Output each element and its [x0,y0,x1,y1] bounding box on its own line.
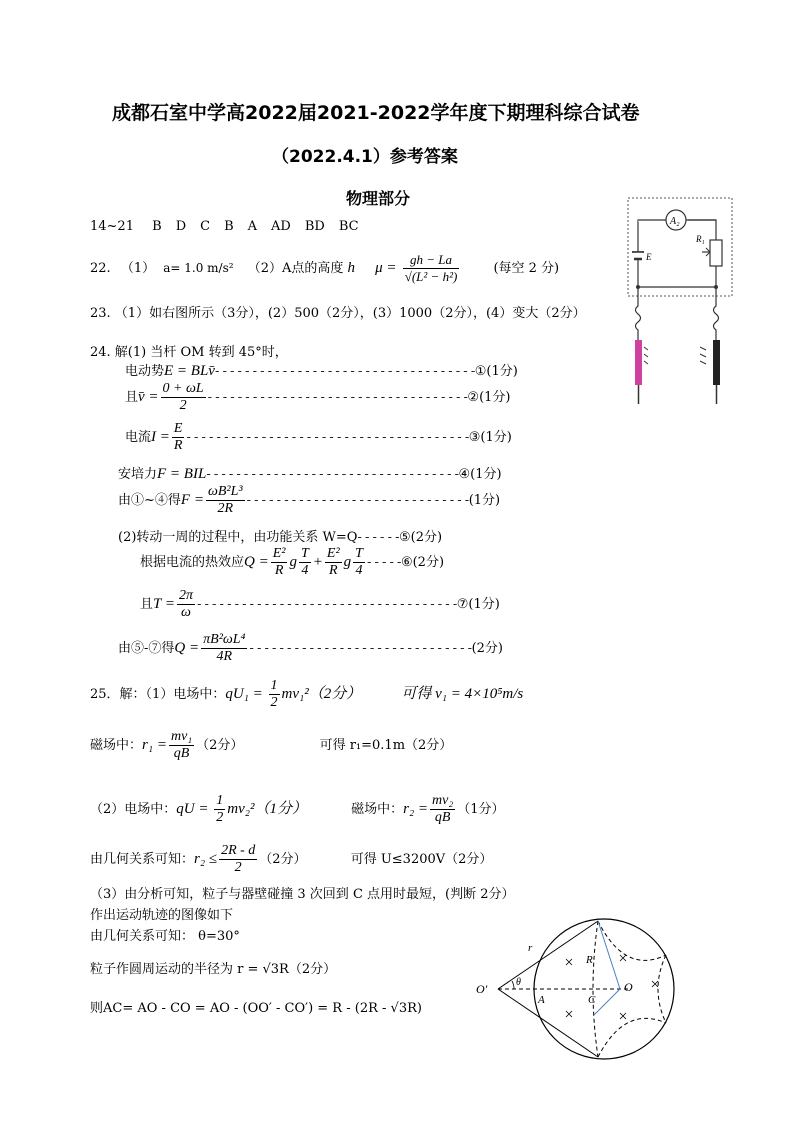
q25-l2-mark: （2分） [196,738,244,753]
q24-result2: 由⑤-⑦得Q = $\frac{\text{πB²ωL⁴}}{4R}$ - - - - - - - - - - - - - - - - - - - - - - - - - - - - - -(2分) [118,632,503,664]
q25-l3-half-den: 2 [216,810,224,825]
q22-mu-num: gh − La [403,252,460,269]
avg-label: 且 [125,390,139,405]
emf-formula: E = BLv̄ [164,363,215,379]
label-r: r [528,942,533,954]
result2-lhs: Q = [174,640,200,656]
period-mark: ⑦(1分) [456,597,500,612]
q25-l2-result: 可得 r₁=0.1m（2分） [319,738,453,753]
avg-mark: ②(1分) [467,390,511,405]
q25-line8: 粒子作圆周运动的半径为 r = √3R（2分） [90,962,337,977]
right-lead-wire [714,287,719,340]
heat-f1-num: E² [272,546,286,561]
heat-f2-num-2: T [355,546,363,561]
result1-num: ωB²L³ [207,484,243,499]
radius-blue-2 [594,989,620,1015]
q24-result1: 由①~④得F = $\frac{\text{ωB²L³}}{2R}$ - - - - - - - - - - - - - - - - - - - - - - - - - - - - - -(1分) [118,484,501,516]
q25-l3-formula: qU = [176,801,213,817]
period-label: 且 [140,597,154,612]
q25-line9: 则AC= AO - CO = AO - (OO′ - CO′) = R - (2R - √3R) [90,1001,422,1016]
label-C: C [588,994,596,1006]
q24-part2: (2)转动一周的过程中，由功能关系 W=Q- - - - - -⑤(2分) [118,530,443,545]
right-probe-icon [713,340,720,385]
mc-range: 14~21 [90,219,134,234]
q22-accel: a= 1.0 m/s² [163,261,234,275]
current-mark: ③(1分) [468,430,512,445]
result1-den: 2R [217,501,234,516]
q25-l4-result: 可得 U≤3200V（2分） [350,852,493,867]
q22-mu: μ = [375,260,397,276]
q25-l1-half-num: 1 [270,678,278,693]
q22-line [90,252,559,285]
left-probe-icon [635,340,642,385]
q22-part1-label: （1） [120,261,156,276]
q25-line6: 作出运动轨迹的图像如下 [90,908,234,923]
mc-answer-14: B [152,219,162,234]
mc-answer-17: B [224,219,234,234]
result2-den: 4R [216,649,233,664]
period-num: 2π [178,588,193,603]
q25-line5: （3）由分析可知，粒子与器壁碰撞 3 次回到 C 点用时最短，(判断 2分） [90,887,515,902]
current-den: R [173,438,183,453]
q25-l1-label: 25．解：（1）电场中： [90,687,226,702]
q24-avg: 且v̄ = $\frac{0 + \omega L}{2}$ - - - - - - - - - - - - - - - - - - - - - - - - - - - - - - - - - - -②(1分) [125,381,511,413]
arc-lower [598,1018,666,1057]
result2-label: 由⑤-⑦得 [118,641,175,656]
q22-mu-den: √(L² − h²) [404,269,458,284]
q25-l2-den: qB [173,746,190,761]
q25-l1-rest: mv₁²（2分） [281,686,362,702]
q22-h: h [347,260,356,276]
q25-l2-num: mv₁ [170,729,193,744]
label-A: A [538,994,545,1006]
heat-f1-den-2: R [329,563,338,578]
q24-heat: 根据电流的热效应Q = $\frac{\text{E²}}{R}$ g $\frac{T}{4}$ + $\frac{\text{E²}}{R}$ g $\frac{T}{4}$ - - - - -⑥(2分) [140,546,445,578]
tangent-upper [498,921,598,989]
q25-l3-label: （2）电场中： [90,802,177,817]
avg-num: 0 + ωL [162,381,204,396]
heat-f2-den: 4 [301,563,309,578]
current-label: 电流 [125,430,152,445]
part2-text: (2)转动一周的过程中，由功能关系 W=Q [118,530,358,545]
avg-den: 2 [179,398,187,413]
heat-f1-num-2: E² [326,546,340,561]
current-num: E [173,421,183,436]
left-lead-wire [636,287,641,340]
force-mark: ④(1分) [458,467,502,482]
q22-mu-frac [403,252,460,285]
heat-mark: ⑥(2分) [400,555,445,570]
result2-num: πB²ωL⁴ [203,632,246,647]
mc-answers [90,219,359,234]
label-Oprime: O′ [476,982,488,996]
q25-l3-den: qB [434,810,451,825]
q24-current: 电流I = $\frac{E}{R}$ - - - - - - - - - - - - - - - - - - - - - - - - - - - - - - - - - - - - - -③(1分) [125,421,512,453]
heat-f2-den-2: 4 [355,563,363,578]
q25-l3-mark: （1分） [457,802,505,817]
q25-l4-num: 2R - d [221,843,256,858]
q25-l3-label2: 磁场中： [351,802,404,817]
mc-answer-16: C [200,219,211,234]
q25-l1-half-den: 2 [270,695,278,710]
q25-line3 [90,793,505,826]
q25-l1-result: 可得 v₁ = 4×10⁵m/s [401,686,524,702]
part2-mark: ⑤(2分) [399,530,443,545]
emf-label: 电动势 [125,364,165,379]
mc-answer-list [138,219,358,234]
period-lhs: T = [153,596,175,612]
q25-l3-half-num: 1 [216,793,224,808]
q25-l4-lhs: r₂ ≤ [194,851,218,867]
q25-line4 [90,843,492,876]
mc-answer-18: A [247,219,258,234]
result2-mark: (2分) [471,641,503,656]
result1-label: 由①~④得 [118,493,181,508]
rheostat-label: R₁ [696,234,705,244]
mc-answer-21: BC [338,219,359,234]
q25-line2 [90,729,452,762]
battery-label: E [646,252,652,262]
arc-right [658,955,666,1023]
label-theta: θ [516,977,521,988]
q23-line: 23. （1）如右图所示（3分），(2）500（2分），(3）1000（2分），(4）变大（2分） [90,306,586,321]
page-title: 成都石室中学高2022届2021-2022学年度下期理科综合试卷 [112,102,640,124]
heat-f2-num: T [300,546,309,561]
force-formula: F = BIL [157,466,207,482]
ammeter-label: A₂ [670,216,680,227]
q25-l4-den: 2 [234,860,242,875]
result1-mark: (1分) [468,493,501,508]
period-den: ω [181,605,191,620]
q24-period: 且T = $\frac{2\pi}{\omega}$ - - - - - - - - - - - - - - - - - - - - - - - - - - - - - - - - - - -⑦(1分) [140,588,500,620]
circuit-diagram [620,192,740,407]
radius-blue-1 [598,921,620,989]
q25-l1-formula: qU₁ = [225,686,267,702]
trajectory-diagram [470,915,684,1065]
q25-l4-mark: （2分） [259,852,307,867]
label-R: R [586,954,593,966]
arc-upper [598,921,666,960]
q25-line1 [90,678,523,711]
heat-label: 根据电流的热效应 [140,555,245,570]
heat-lhs: Q = [244,554,269,570]
emf-mark: ①(1分) [474,364,518,379]
q25-l2-label: 磁场中： [90,738,143,753]
q25-l4-label: 由几何关系可知： [90,852,195,867]
q22-number: 22. [90,261,111,276]
q25-l3-rest: mv₂²（1分） [227,801,307,817]
q25-l3-lhs: r₂ = [403,801,429,817]
q25-l3-num: mv₂ [432,793,454,808]
q24-emf: 电动势E = BLv̄- - - - - - - - - - - - - - - - - - - - - - - - - - - - - - - - - - -①(1分) [125,363,518,379]
tangent-lower [498,989,598,1057]
q24-force: 安培力F = BIL- - - - - - - - - - - - - - - - - - - - - - - - - - - - - - - - - -④(1分) [118,466,502,482]
current-lhs: I = [151,429,170,445]
rheostat-icon [710,240,722,266]
page-subtitle: （2022.4.1）参考答案 [272,147,458,167]
mc-answer-19: AD [271,219,291,234]
q25-line7: 由几何关系可知： θ=30° [90,929,240,944]
q25-l2-lhs: r₁ = [142,737,167,753]
mc-answer-15: D [175,219,187,234]
mc-answer-20: BD [304,219,325,234]
label-O: O [624,980,633,994]
result1-lhs: F = [180,492,204,508]
avg-lhs: v̄ = [138,389,159,405]
heat-f1-den: R [274,563,284,578]
q22-part2-label: （2）A点的高度 [247,261,344,276]
force-label: 安培力 [118,467,158,482]
section-title: 物理部分 [346,189,411,208]
heat-plus: + [312,554,323,570]
q22-note: (每空 2 分) [493,261,560,276]
q24-head: 24. 解(1) 当杆 OM 转到 45°时， [90,345,288,360]
